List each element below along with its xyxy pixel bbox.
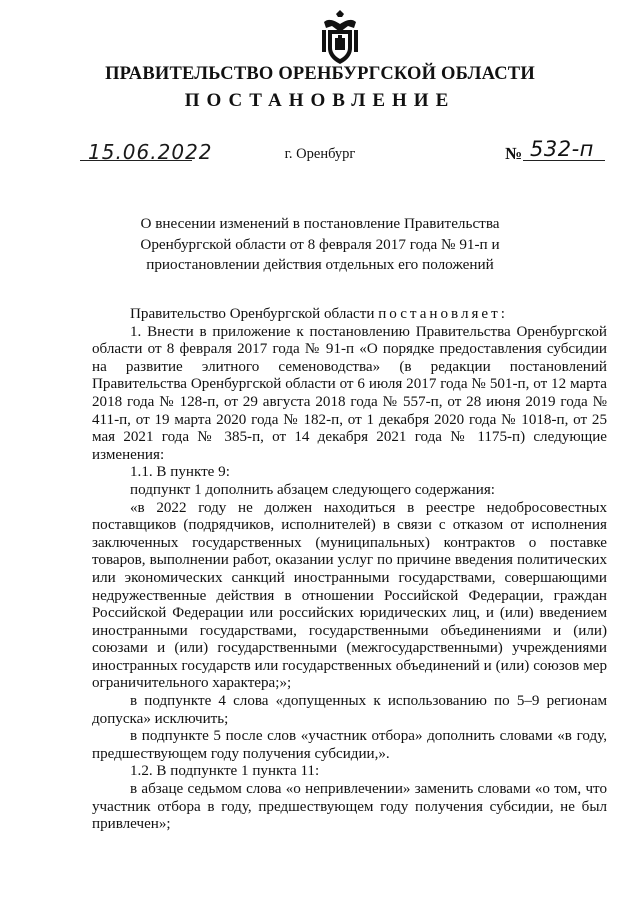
document-type-title: ПОСТАНОВЛЕНИЕ: [184, 90, 456, 111]
number-label: №: [505, 144, 523, 163]
body-paragraph: в подпункте 4 слова «допущенных к использованию по 5–9 регионам допуска» исключить;: [92, 693, 607, 727]
emblem-icon: [318, 8, 362, 66]
subject-line: О внесении изменений в постановление Правительства: [140, 215, 500, 232]
intro-prefix: Правительство Оренбургской области: [130, 306, 379, 322]
intro-resolves: постановляет:: [378, 306, 508, 322]
subject-line: приостановлении действия отдельных его положений: [146, 256, 494, 273]
body-paragraph: 1.1. В пункте 9:: [130, 464, 230, 481]
body-paragraph: в подпункте 5 после слов «участник отбора» дополнить словами «в году, предшествующем году получения субсидии,».: [92, 728, 607, 762]
document-date: 15.06.2022: [88, 140, 213, 164]
state-emblem: [318, 8, 362, 66]
document-subject: [0, 214, 640, 276]
subject-line: Оренбургской области от 8 февраля 2017 года № 91-п и: [140, 235, 500, 253]
body-paragraph: 1. Внести в приложение к постановлению Правительства Оренбургской области от 8 февраля 2017 года № 91-п «О порядке предоставления субсидии на развитие элитного семеноводства» (в редакции постановлений Правительства Оренбургской области от 6 июля 2017 года № 501-п, от 12 марта 2018 года № 128-п, от 29 августа 2018 года № 557-п, от 28 июня 2019 года № 411-п, от 19 марта 2020 года № 182-п, от 1 декабря 2020 года № 1018-п, от 25 мая 2021 года № 385-п, от 14 декабря 2021 года № 1175-п) следующие изменения:: [92, 323, 607, 463]
body-paragraph: подпункт 1 дополнить абзацем следующего содержания:: [130, 481, 495, 498]
document-body: [92, 306, 607, 834]
body-paragraph: 1.2. В подпункте 1 пункта 11:: [130, 763, 320, 780]
document-city: г. Оренбург: [284, 146, 356, 162]
number-underline: [523, 160, 605, 161]
body-paragraph: в абзаце седьмом слова «о непривлечении» заменить словами «о том, что участник отбора в году, предшествующем году получения субсидии, не был привлечен»;: [92, 781, 607, 833]
body-paragraph: «в 2022 году не должен находиться в реестре недобросовестных поставщиков (подрядчиков, исполнителей) в связи с отказом от исполнения заключенных государственных (муниципальных) контрактов о поставке товаров, выполнении работ, оказании услуг по причине введения политических или экономических санкций иностранными государствами, совершающими недружественные действия в отношении Российской Федерации, граждан Российской Федерации или российских юридических лиц, и (или) введением иностранными государствами, государственными объединениями и (или) союзами и (или) государственными (межгосударственными) учреждениями иностранных государств или государственных объединений и (или) союзов мер ограничительного характера;»;: [92, 499, 607, 692]
organization-title: ПРАВИТЕЛЬСТВО ОРЕНБУРГСКОЙ ОБЛАСТИ: [105, 64, 535, 84]
body-paragraph-intro: [92, 306, 607, 324]
document-number: 532-п: [530, 137, 594, 161]
